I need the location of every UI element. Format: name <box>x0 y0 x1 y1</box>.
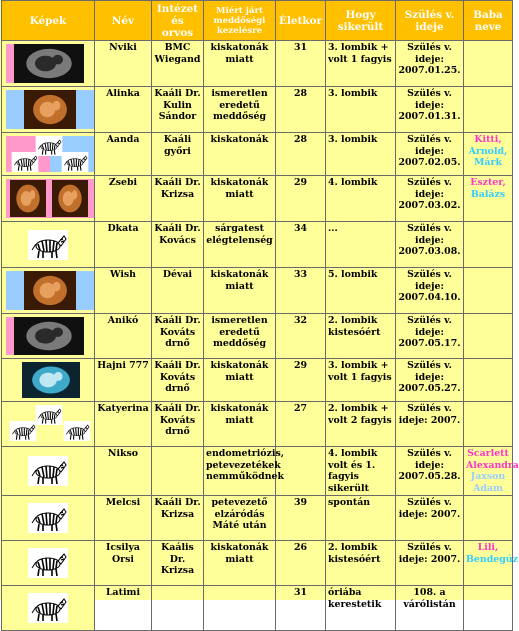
baby-name: Kitti, <box>474 134 502 145</box>
table-row <box>2 496 513 541</box>
row-image-cell <box>2 496 95 541</box>
row-baba <box>464 222 513 268</box>
3d-ultrasound-photo <box>24 90 76 129</box>
row-eletkor: 27 <box>276 402 326 447</box>
row-eletkor: 33 <box>276 268 326 314</box>
row-szules: Szülés v. ideje: 2007.01.25. <box>396 41 464 87</box>
row-miert: ismeretlen eredetű meddőség <box>204 87 276 133</box>
table-row <box>2 87 513 133</box>
row-baba <box>464 176 513 222</box>
row-miert: kiskatonák miatt <box>204 268 276 314</box>
zebra-icon <box>60 152 90 172</box>
row-hogy: 3. lombik <box>326 133 396 176</box>
row-image-cell <box>2 541 95 586</box>
row-baba <box>464 314 513 359</box>
zebra-icon <box>26 230 70 260</box>
ivf-results-table <box>1 0 519 631</box>
row-hogy: 4. lombik volt és 1. fagyis sikerült <box>326 447 396 496</box>
row-baba <box>464 268 513 314</box>
row-szules: Szülés v. ideje: 2007.02.05. <box>396 133 464 176</box>
row-miert: kiskatonák miatt <box>204 402 276 447</box>
row-eletkor: 31 <box>276 41 326 87</box>
row-nev: Nikso <box>95 447 152 496</box>
row-eletkor: 39 <box>276 496 326 541</box>
row-szules: Szülés v. ideje: 2007.05.17. <box>396 314 464 359</box>
header-szules: Szülés v. ideje <box>396 1 464 41</box>
row-hogy: 2. lombik + volt 2 fagyis <box>326 402 396 447</box>
row-szules: Szülés v. ideje: 2007.05.28. <box>396 447 464 496</box>
row-eletkor: 31 <box>276 586 326 631</box>
row-szules: Szülés v. ideje: 2007. <box>396 402 464 447</box>
row-baba <box>464 402 513 447</box>
table-row <box>2 447 513 496</box>
row-nev: Nviki <box>95 41 152 87</box>
row-eletkor: 28 <box>276 87 326 133</box>
row-nev: Icsilya Orsi <box>95 541 152 586</box>
table-row <box>2 133 513 176</box>
row-image-cell <box>2 402 95 447</box>
row-nev: Aanda <box>95 133 152 176</box>
row-szules: 108. a várólistán <box>396 586 464 631</box>
3d-ultrasound-photo <box>10 180 46 217</box>
row-image-cell <box>2 447 95 496</box>
row-miert: kiskatonák <box>204 133 276 176</box>
row-miert: sárgatest elégtelenség <box>204 222 276 268</box>
3d-ultrasound-photo <box>24 271 76 310</box>
row-intezet: Kaális Dr. Krizsa <box>152 541 204 586</box>
row-baba <box>464 41 513 87</box>
row-image-cell <box>2 359 95 402</box>
baby-name: Scarlett <box>467 448 509 459</box>
row-eletkor: 29 <box>276 359 326 402</box>
baby-name: Bendegúz <box>466 553 518 565</box>
row-miert: kiskatonák miatt <box>204 41 276 87</box>
row-intezet <box>152 447 204 496</box>
table-row <box>2 402 513 447</box>
row-szules: Szülés v. ideje: 2007.01.31. <box>396 87 464 133</box>
row-intezet: Kaáli Dr. Kováts drnő <box>152 314 204 359</box>
row-szules: Szülés v. ideje: 2007.03.08. <box>396 222 464 268</box>
row-nev: Anikó <box>95 314 152 359</box>
header-baba: Baba neve <box>464 1 513 41</box>
row-eletkor: 26 <box>276 541 326 586</box>
row-intezet: Dévai <box>152 268 204 314</box>
zebra-icon <box>62 421 92 441</box>
row-hogy: 2. lombik kistesóért <box>326 541 396 586</box>
zebra-icon <box>26 503 70 533</box>
baby-name: Arnold, <box>468 145 508 157</box>
row-miert: petevezető elzáródás Máté után <box>204 496 276 541</box>
baby-name: Lili, <box>477 542 499 553</box>
header-nev: Név <box>95 1 152 41</box>
zebra-icon <box>26 456 70 486</box>
3d-ultrasound-photo <box>52 180 88 217</box>
row-szules: Szülés v. ideje: 2007.04.10. <box>396 268 464 314</box>
header-miert: Miért járt meddőségi kezelésre <box>204 1 276 41</box>
table-row <box>2 268 513 314</box>
header-hogy: Hogy sikerült <box>326 1 396 41</box>
row-intezet: Kaáli Dr. Krizsa <box>152 176 204 222</box>
zebra-icon <box>34 405 64 425</box>
row-image-cell <box>2 268 95 314</box>
row-nev: Latimi <box>95 586 152 631</box>
row-hogy: 3. lombik + volt 1 fagyis <box>326 359 396 402</box>
row-szules: Szülés v. ideje: 2007. <box>396 541 464 586</box>
row-nev: Zsebi <box>95 176 152 222</box>
baby-name: Adam <box>473 482 503 494</box>
row-hogy: 2. lombik kistesóért <box>326 314 396 359</box>
row-baba <box>464 447 519 496</box>
row-nev: Alinka <box>95 87 152 133</box>
row-hogy: ... <box>326 222 396 268</box>
row-intezet: Kaáli Dr. Kováts drnő <box>152 359 204 402</box>
row-intezet: Kaáli Dr. Kováts drnő <box>152 402 204 447</box>
baby-name: Balázs <box>470 188 506 200</box>
row-image-cell <box>2 586 95 631</box>
baby-name: Márk <box>474 157 502 168</box>
table-row <box>2 314 513 359</box>
row-intezet: Kaáli Dr. Kulin Sándor <box>152 87 204 133</box>
row-hogy: óriába kerestetik <box>326 586 396 631</box>
row-nev: Dkata <box>95 222 152 268</box>
ultrasound-photo <box>22 362 80 398</box>
row-baba <box>464 496 513 541</box>
row-eletkor: 29 <box>276 176 326 222</box>
row-nev: Hajni 777 <box>95 359 152 402</box>
row-eletkor: 32 <box>276 314 326 359</box>
header-intezet: Intézet és orvos <box>152 1 204 41</box>
row-hogy: 3. lombik <box>326 87 396 133</box>
row-szules: Szülés v. ideje: 2007.05.27. <box>396 359 464 402</box>
row-nev: Melcsi <box>95 496 152 541</box>
table-row <box>2 41 513 87</box>
baby-name: Jaxson <box>470 471 506 482</box>
ultrasound-photo <box>14 317 84 355</box>
row-baba <box>464 541 518 586</box>
row-baba <box>464 359 513 402</box>
row-intezet: Kaáli győri <box>152 133 204 176</box>
ultrasound-photo <box>14 44 84 83</box>
table-header-row <box>2 1 513 41</box>
zebra-icon <box>26 548 70 578</box>
row-intezet: BMC Wiegand <box>152 41 204 87</box>
header-eletkor: Életkor <box>276 1 326 41</box>
row-baba <box>464 87 513 133</box>
row-szules: Szülés v. ideje: 2007. <box>396 496 464 541</box>
row-image-cell <box>2 176 95 222</box>
row-intezet: Kaáli Dr. Krizsa <box>152 496 204 541</box>
row-miert: kiskatonák miatt <box>204 176 276 222</box>
row-hogy: 4. lombik <box>326 176 396 222</box>
header-kepek: Képek <box>2 1 95 41</box>
row-intezet <box>152 586 204 631</box>
table-row <box>2 222 513 268</box>
table-row <box>2 176 513 222</box>
row-nev: Katyerina <box>95 402 152 447</box>
row-miert: kiskatonák miatt <box>204 541 276 586</box>
table-row <box>2 541 513 586</box>
row-image-cell <box>2 41 95 87</box>
row-miert: ismeretlen eredetű meddőség <box>204 314 276 359</box>
row-szules: Szülés v. ideje: 2007.03.02. <box>396 176 464 222</box>
row-nev: Wish <box>95 268 152 314</box>
table-row <box>2 586 513 631</box>
row-miert: kiskatonák miatt <box>204 359 276 402</box>
row-baba <box>464 133 513 176</box>
row-miert: endometriózis, petevezetékek nemműködnek <box>204 447 276 496</box>
table-row <box>2 359 513 402</box>
baby-name: Eszter, <box>470 177 506 188</box>
row-hogy: 5. lombik <box>326 268 396 314</box>
zebra-icon <box>26 593 70 623</box>
row-hogy: 3. lombik + volt 1 fagyis <box>326 41 396 87</box>
row-image-cell <box>2 314 95 359</box>
row-baba <box>464 586 513 631</box>
row-intezet: Kaáli Dr. Kovács <box>152 222 204 268</box>
row-image-cell <box>2 87 95 133</box>
row-miert <box>204 586 276 631</box>
row-eletkor: 28 <box>276 133 326 176</box>
row-hogy: spontán <box>326 496 396 541</box>
row-image-cell <box>2 222 95 268</box>
row-image-cell <box>2 133 95 176</box>
baby-name: Alexandra <box>466 459 519 471</box>
row-eletkor: 34 <box>276 222 326 268</box>
